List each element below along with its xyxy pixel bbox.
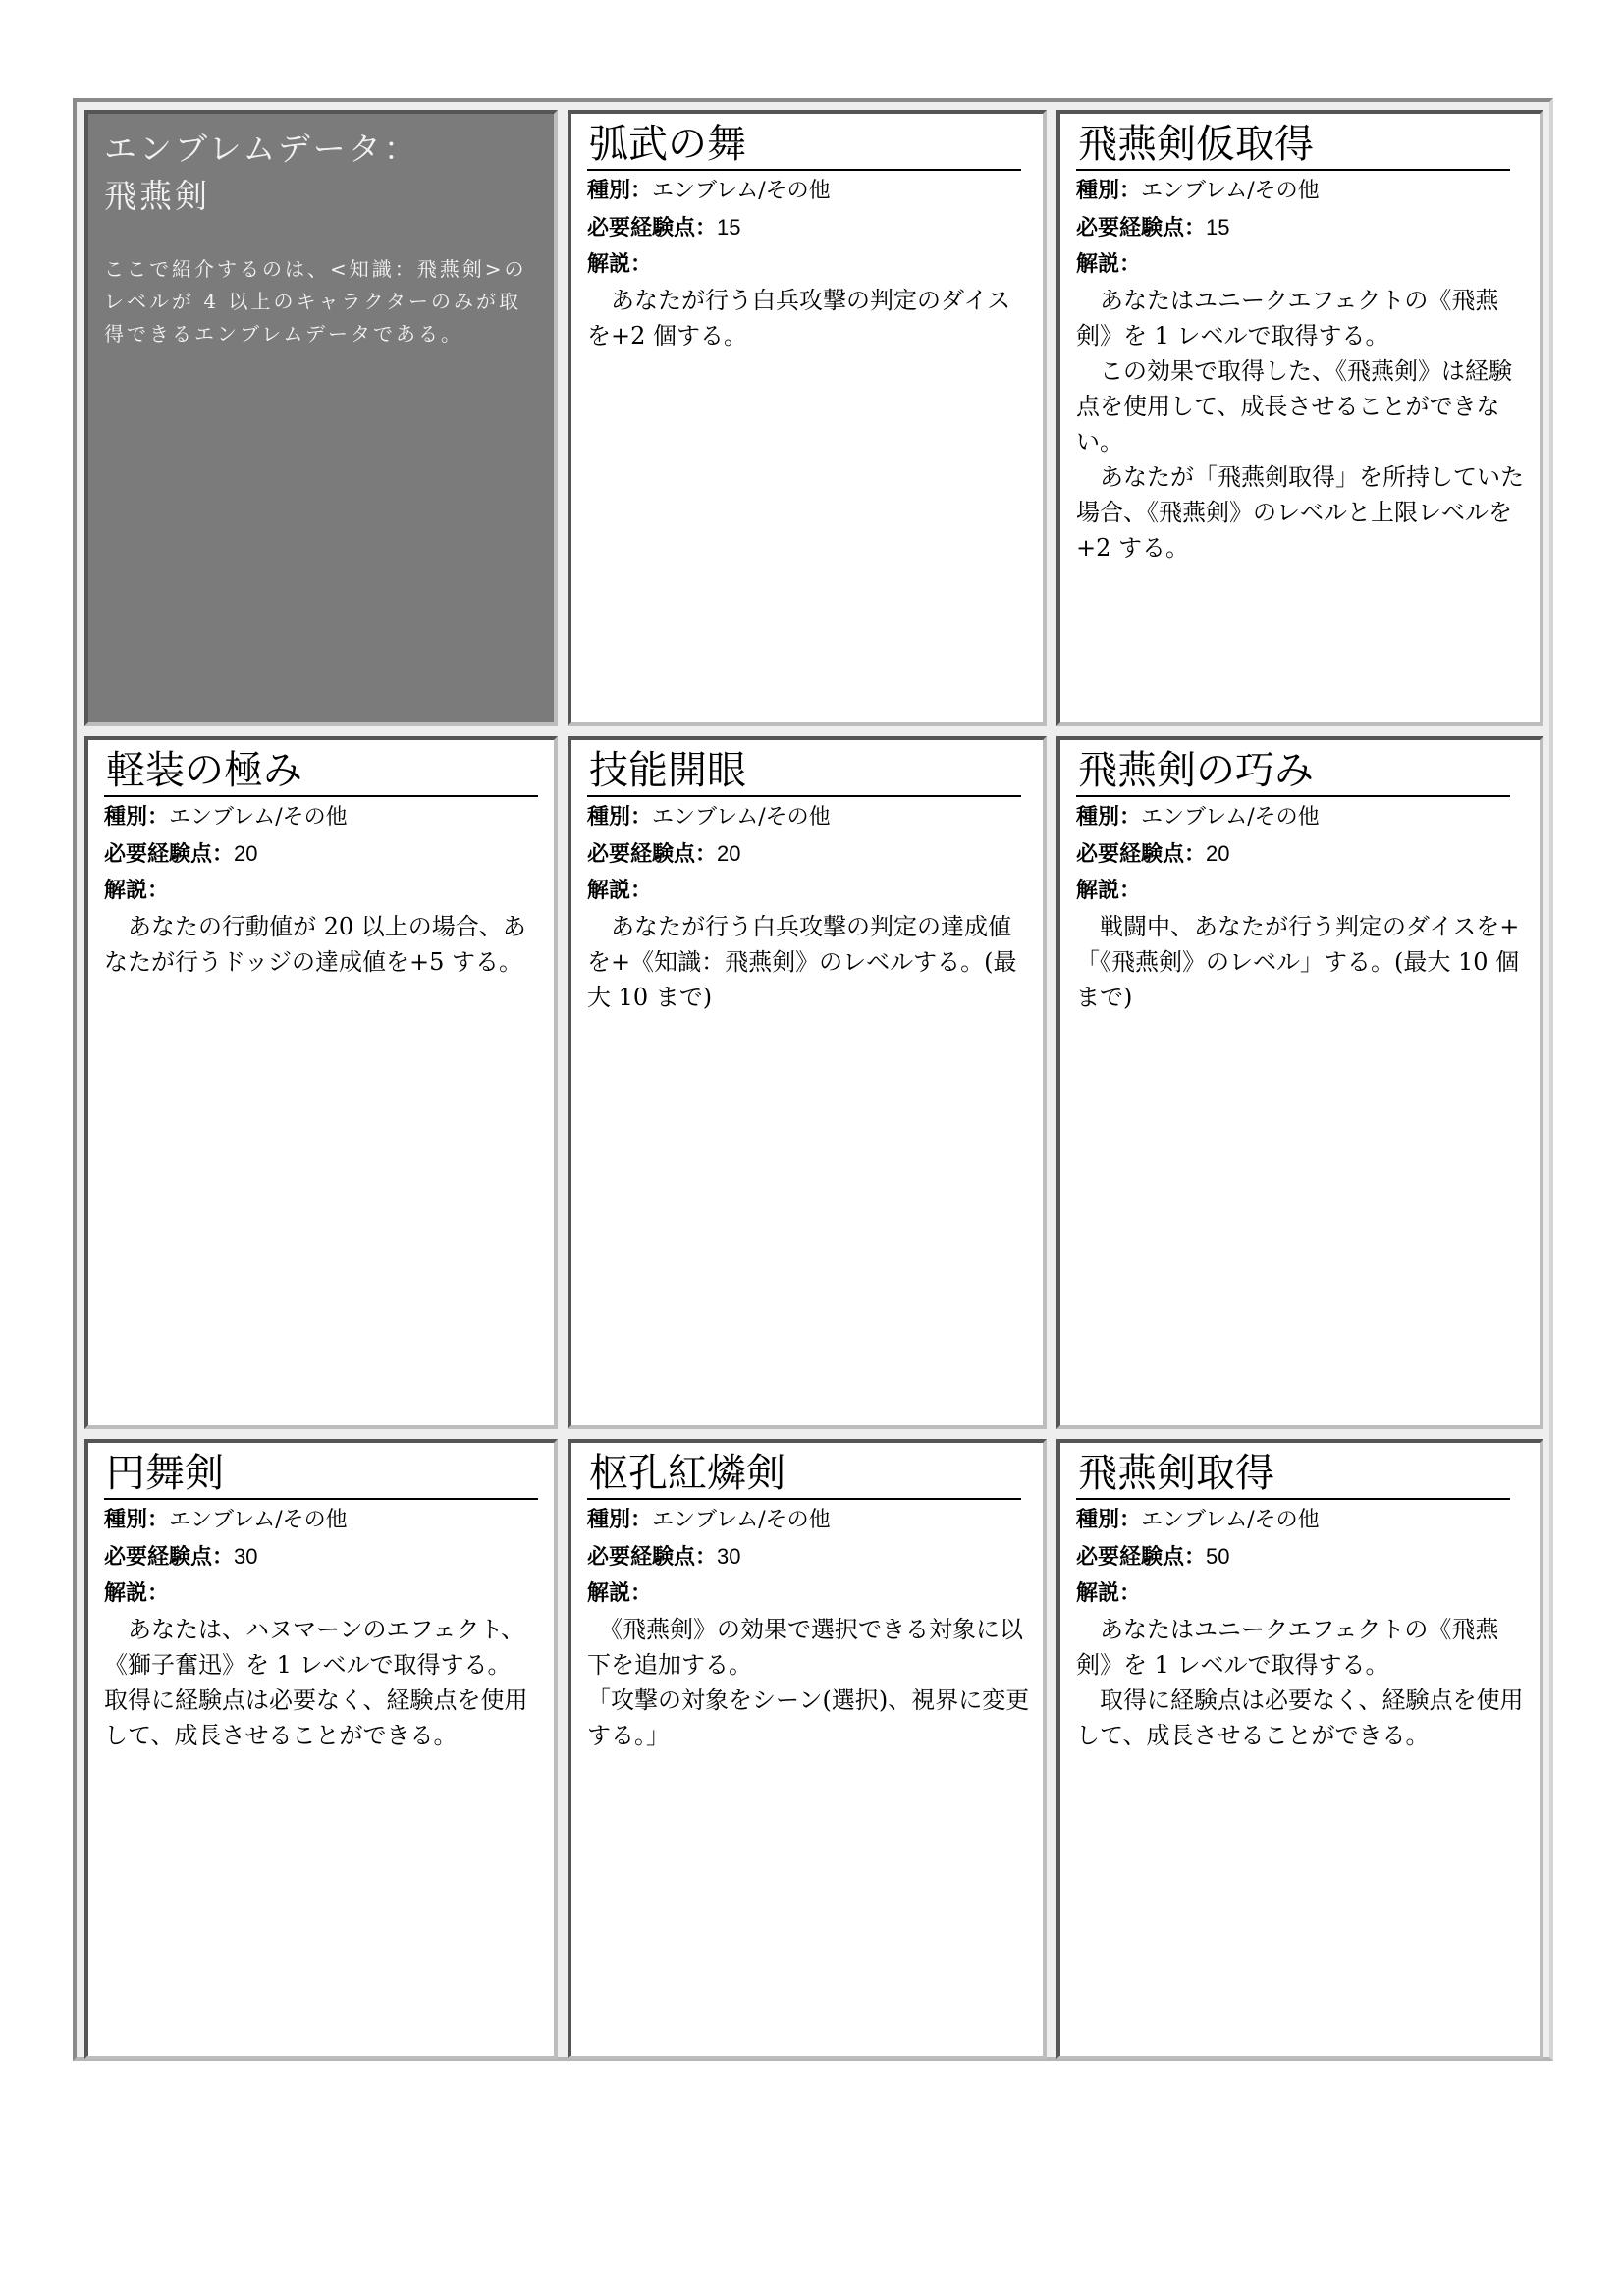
emblem-type: エンブレム/その他 — [169, 1508, 348, 1532]
emblem-card — [1056, 736, 1543, 1429]
emblem-type: エンブレム/その他 — [652, 179, 831, 203]
intro-cell — [84, 110, 558, 726]
emblem-cost: 20 — [1206, 841, 1230, 866]
emblem-cost-row — [1076, 835, 1528, 873]
emblem-cost-row — [587, 1538, 1031, 1575]
emblem-type-row — [587, 1502, 1031, 1538]
emblem-name: 枢孔紅燐剣 — [587, 1449, 1021, 1500]
emblem-description: あなたは、ハヌマーンのエフェクト、《獅子奮迅》を 1 レベルで取得する。 取得に経験点は必要なく、経験点を使用して、成長させることができる。 — [104, 1616, 528, 1749]
emblem-name: 飛燕剣取得 — [1076, 1449, 1510, 1500]
emblem-card — [1056, 110, 1543, 726]
type-label: 種別： — [1076, 1508, 1142, 1532]
emblem-cost-row — [587, 209, 1031, 246]
emblem-table — [73, 98, 1553, 2061]
type-label: 種別： — [104, 805, 170, 829]
emblem-type-row — [1076, 1502, 1528, 1538]
desc-label: 解説： — [104, 879, 170, 903]
emblem-card — [568, 1439, 1047, 2059]
emblem-desc-label-row — [104, 873, 542, 909]
cost-label: 必要経験点： — [1076, 216, 1207, 240]
emblem-description: あなたはユニークエフェクトの《飛燕剣》を 1 レベルで取得する。 取得に経験点は必要なく、経験点を使用して、成長させることができる。 — [1076, 1616, 1524, 1749]
emblem-cost-row — [104, 1538, 542, 1575]
cost-label: 必要経験点： — [1076, 1545, 1207, 1570]
emblem-cost: 30 — [717, 1544, 741, 1569]
desc-label: 解説： — [587, 879, 653, 903]
emblem-cost: 50 — [1206, 1544, 1230, 1569]
emblem-name: 技能開眼 — [587, 746, 1021, 797]
emblem-name: 円舞剣 — [104, 1449, 538, 1500]
emblem-cost-row — [104, 835, 542, 873]
emblem-description: あなたが行う白兵攻撃の判定のダイスを+2 個する。 — [587, 287, 1011, 349]
emblem-description: 戦闘中、あなたが行う判定のダイスを+「《飛燕剣》のレベル」する。(最大 10 個まで) — [1076, 913, 1520, 1011]
emblem-desc-label-row — [587, 246, 1031, 283]
cost-label: 必要経験点： — [587, 1545, 718, 1570]
emblem-cost: 30 — [234, 1544, 258, 1569]
emblem-desc-label-row — [1076, 873, 1528, 909]
emblem-cost-row — [1076, 209, 1528, 246]
emblem-card — [84, 1439, 558, 2059]
emblem-cost-row — [1076, 1538, 1528, 1575]
emblem-card — [568, 736, 1047, 1429]
emblem-card — [1056, 1439, 1543, 2059]
emblem-type: エンブレム/その他 — [1141, 179, 1320, 203]
emblem-type: エンブレム/その他 — [652, 1508, 831, 1532]
desc-label: 解説： — [1076, 1581, 1142, 1606]
emblem-name: 弧武の舞 — [587, 120, 1021, 171]
type-label: 種別： — [1076, 179, 1142, 203]
emblem-type: エンブレム/その他 — [652, 805, 831, 829]
emblem-description: 《飛燕剣》の効果で選択できる対象に以下を追加する。 「攻撃の対象をシーン(選択)、視界に変更する。」 — [587, 1616, 1030, 1749]
cost-label: 必要経験点： — [1076, 842, 1207, 867]
intro-description: ここで紹介するのは、<知識：飛燕剣>のレベルが 4 以上のキャラクターのみが取得できるエンブレムデータである。 — [104, 257, 527, 346]
desc-label: 解説： — [1076, 879, 1142, 903]
emblem-desc-label-row — [587, 1575, 1031, 1612]
desc-label: 解説： — [587, 1581, 653, 1606]
cost-label: 必要経験点： — [104, 1545, 235, 1570]
emblem-type-row — [104, 1502, 542, 1538]
emblem-description: あなたはユニークエフェクトの《飛燕剣》を 1 レベルで取得する。 この効果で取得した、《飛燕剣》は経験点を使用して、成長させることができない。 あなたが「飛燕剣取得」を所持していた場合、《飛燕剣》のレベルと上限レベルを+2 する。 — [1076, 287, 1524, 561]
type-label: 種別： — [1076, 805, 1142, 829]
emblem-description: あなたが行う白兵攻撃の判定の達成値を+《知識：飛燕剣》のレベルする。(最大 10 まで) — [587, 913, 1017, 1011]
emblem-cost-row — [587, 835, 1031, 873]
emblem-name: 飛燕剣仮取得 — [1076, 120, 1510, 171]
emblem-cost: 20 — [717, 841, 741, 866]
emblem-desc-label-row — [587, 873, 1031, 909]
cost-label: 必要経験点： — [587, 216, 718, 240]
emblem-type-row — [1076, 799, 1528, 835]
desc-label: 解説： — [1076, 252, 1142, 277]
emblem-type: エンブレム/その他 — [169, 805, 348, 829]
emblem-desc-label-row — [1076, 246, 1528, 283]
emblem-type-row — [1076, 173, 1528, 209]
type-label: 種別： — [587, 179, 653, 203]
type-label: 種別： — [587, 1508, 653, 1532]
emblem-card — [568, 110, 1047, 726]
emblem-type-row — [587, 799, 1031, 835]
cost-label: 必要経験点： — [587, 842, 718, 867]
intro-title: エンブレムデータ： — [104, 130, 419, 168]
emblem-type-row — [104, 799, 542, 835]
emblem-type: エンブレム/その他 — [1141, 1508, 1320, 1532]
emblem-desc-label-row — [104, 1575, 542, 1612]
desc-label: 解説： — [104, 1581, 170, 1606]
intro-subtitle: 飛燕剣 — [104, 177, 210, 215]
emblem-desc-label-row — [1076, 1575, 1528, 1612]
cost-label: 必要経験点： — [104, 842, 235, 867]
type-label: 種別： — [587, 805, 653, 829]
emblem-cost: 15 — [1206, 215, 1230, 240]
emblem-name: 飛燕剣の巧み — [1076, 746, 1510, 797]
desc-label: 解説： — [587, 252, 653, 277]
emblem-type-row — [587, 173, 1031, 209]
emblem-cost: 15 — [717, 215, 741, 240]
emblem-name: 軽装の極み — [104, 746, 538, 797]
emblem-type: エンブレム/その他 — [1141, 805, 1320, 829]
emblem-description: あなたの行動値が 20 以上の場合、あなたが行うドッジの達成値を+5 する。 — [104, 913, 526, 976]
emblem-card — [84, 736, 558, 1429]
type-label: 種別： — [104, 1508, 170, 1532]
emblem-cost: 20 — [234, 841, 258, 866]
